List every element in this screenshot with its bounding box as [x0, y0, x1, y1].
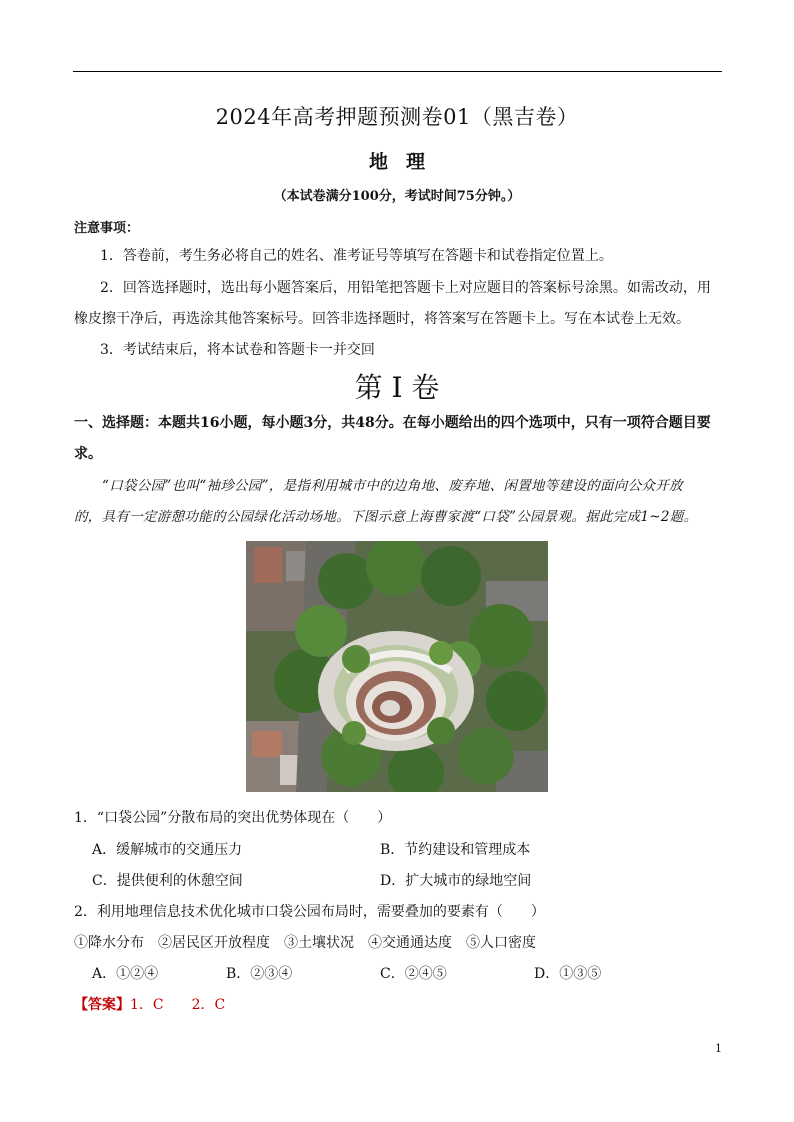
q2-elements: ①降水分布 ②居民区开放程度 ③土壤状况 ④交通通达度 ⑤人口密度 — [74, 935, 536, 951]
answer-text: 1．C 2．C — [130, 997, 226, 1013]
section-title: 第 I 卷 — [354, 371, 440, 404]
q1-option-a: A．缓解城市的交通压力 — [92, 842, 243, 858]
pocket-park-photo — [246, 541, 548, 792]
passage-line-2: 的，具有一定游憩功能的公园绿化活动场地。下图示意上海曹家渡“口袋”公园景观。据此完成1~2题。 — [74, 509, 698, 525]
q1-stem: 1．“口袋公园”分散布局的突出优势体现在（ ） — [74, 810, 392, 826]
header-rule — [73, 71, 722, 72]
q2-option-c: C．②④⑤ — [380, 966, 447, 982]
answer-label: 【答案】 — [74, 997, 130, 1013]
notice-item-2-cont: 橡皮擦干净后，再选涂其他答案标号。回答非选择题时，将答案写在答题卡上。写在本试卷上无效。 — [74, 311, 690, 327]
notice-item-3: 3．考试结束后，将本试卷和答题卡一并交回 — [100, 342, 375, 358]
part1-instructions-cont: 求。 — [74, 446, 102, 462]
notice-heading: 注意事项： — [74, 221, 140, 236]
subject-title: 地理 — [368, 151, 443, 173]
q2-option-b: B．②③④ — [226, 966, 293, 982]
exam-title: 2024年高考押题预测卷01（黑吉卷） — [215, 105, 579, 129]
passage-line-1: “口袋公园”也叫“袖珍公园”，是指利用城市中的边角地、废弃地、闲置地等建设的面向公众开放 — [102, 478, 683, 494]
q1-option-b: B．节约建设和管理成本 — [380, 842, 531, 858]
part1-instructions: 一、选择题：本题共16小题，每小题3分，共48分。在每小题给出的四个选项中，只有一项符合题目要 — [74, 415, 711, 431]
q1-option-c: C．提供便利的休憩空间 — [92, 873, 243, 889]
notice-item-1: 1．答卷前，考生务必将自己的姓名、准考证号等填写在答题卡和试卷指定位置上。 — [100, 248, 613, 264]
notice-item-2: 2．回答选择题时，选出每小题答案后，用铅笔把答题卡上对应题目的答案标号涂黑。如需改动，用 — [100, 280, 711, 296]
page-number: 1 — [715, 1042, 722, 1055]
answer-line — [74, 994, 225, 1014]
q2-option-a: A．①②④ — [92, 966, 159, 982]
q2-option-d: D．①③⑤ — [534, 966, 602, 982]
q2-stem: 2．利用地理信息技术优化城市口袋公园布局时，需要叠加的要素有（ ） — [74, 904, 545, 920]
exam-note: （本试卷满分100分，考试时间75分钟。） — [273, 189, 521, 204]
q1-option-d: D．扩大城市的绿地空间 — [380, 873, 532, 889]
